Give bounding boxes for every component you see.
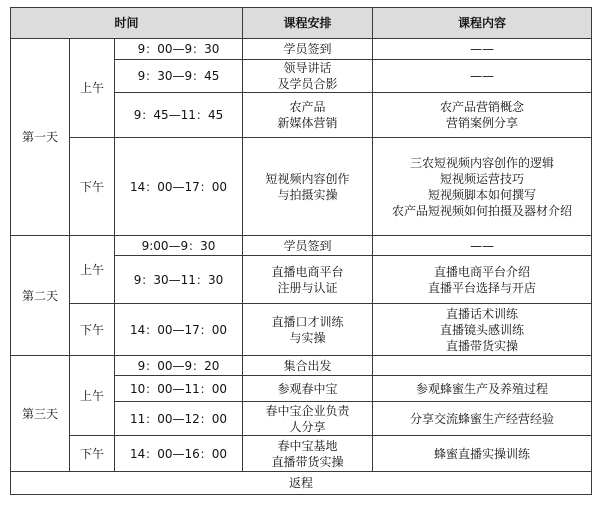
arrangement-cell [243,236,373,256]
content-line: —— [470,42,494,56]
arrangement-line: 春中宝企业负责 [265,403,350,418]
content-cell [373,236,592,256]
content-line: 参观蜂蜜生产及养殖过程 [415,381,548,396]
content-line: 分享交流蜂蜜生产经营经验 [409,411,554,426]
content-cell [373,376,592,402]
arrangement-cell [243,402,373,436]
arrangement-line: 注册与认证 [277,280,338,295]
period-label: 下午 [70,436,115,472]
content-cell [373,356,592,376]
schedule-row [11,138,592,236]
content-cell [373,436,592,472]
schedule-row [11,356,592,376]
content-line: 直播带货实操 [445,338,518,353]
arrangement-line: 及学员合影 [277,77,338,91]
arrangement-line: 短视频内容创作 [265,171,350,186]
arrangement-cell [243,93,373,138]
content-cell [373,256,592,304]
arrangement-line: 农产品 [289,100,326,114]
content-cell [373,138,592,236]
schedule-body [11,39,592,472]
schedule-row [11,304,592,356]
header-time: 时间 [11,8,243,39]
content-line: 直播电商平台介绍 [433,264,530,279]
arrangement-cell [243,256,373,304]
period-label: 下午 [70,304,115,356]
time-slot: 11：00—12：00 [115,402,243,436]
header-content: 课程内容 [373,8,592,39]
content-line: 短视频运营技巧 [439,171,524,186]
time-slot: 9：00—9：30 [115,39,243,60]
day-label: 第三天 [11,356,70,472]
time-slot: 9：30—11：30 [115,256,243,304]
arrangement-line: 春中宝基地 [277,438,338,453]
arrangement-line: 直播电商平台 [271,264,344,279]
arrangement-line: 学员签到 [283,238,332,253]
header-row [11,8,592,39]
arrangement-line: 直播带货实操 [271,454,344,469]
content-line: 农产品短视频如何拍摄及器材介绍 [391,203,572,218]
schedule-row [11,39,592,60]
arrangement-line: 人分享 [289,419,326,434]
content-line: 农产品营销概念 [439,100,524,114]
schedule-row [11,236,592,256]
header-arrangement: 课程安排 [243,8,373,39]
content-cell [373,39,592,60]
content-line: 短视频脚本如何撰写 [427,187,536,202]
schedule-row [11,436,592,472]
content-cell [373,60,592,93]
arrangement-line: 与拍摄实操 [277,187,338,202]
arrangement-line: 新媒体营销 [277,116,338,130]
arrangement-line: 与实操 [289,330,326,345]
arrangement-cell [243,356,373,376]
day-label: 第二天 [11,236,70,356]
arrangement-cell [243,436,373,472]
course-schedule-table [10,7,592,495]
content-cell [373,93,592,138]
time-slot: 9：00—9：20 [115,356,243,376]
day-label: 第一天 [11,39,70,236]
footer-row [11,472,592,495]
footer-return: 返程 [11,472,592,495]
arrangement-line: 集合出发 [283,358,332,373]
content-line: 营销案例分享 [445,116,518,130]
arrangement-cell [243,138,373,236]
arrangement-line: 学员签到 [283,42,332,56]
time-slot: 9:00—9：30 [115,236,243,256]
arrangement-cell [243,39,373,60]
arrangement-cell [243,60,373,93]
arrangement-line: 参观春中宝 [277,381,338,396]
time-slot: 9：30—9：45 [115,60,243,93]
content-line: 直播平台选择与开店 [427,280,536,295]
content-line: 直播镜头感训练 [439,322,524,337]
arrangement-cell [243,376,373,402]
arrangement-line: 直播口才训练 [271,314,344,329]
content-line: 三农短视频内容创作的逻辑 [409,155,554,170]
arrangement-cell [243,304,373,356]
content-line: —— [470,69,494,83]
time-slot: 14：00—17：00 [115,138,243,236]
content-cell [373,402,592,436]
arrangement-line: 领导讲话 [283,61,332,75]
time-slot: 14：00—17：00 [115,304,243,356]
period-label: 上午 [70,236,115,304]
period-label: 上午 [70,39,115,138]
content-line: —— [470,238,494,253]
time-slot: 10：00—11：00 [115,376,243,402]
time-slot: 14：00—16：00 [115,436,243,472]
period-label: 上午 [70,356,115,436]
content-line: 直播话术训练 [445,306,518,321]
period-label: 下午 [70,138,115,236]
content-line: 蜂蜜直播实操训练 [433,446,530,461]
content-cell [373,304,592,356]
time-slot: 9：45—11：45 [115,93,243,138]
